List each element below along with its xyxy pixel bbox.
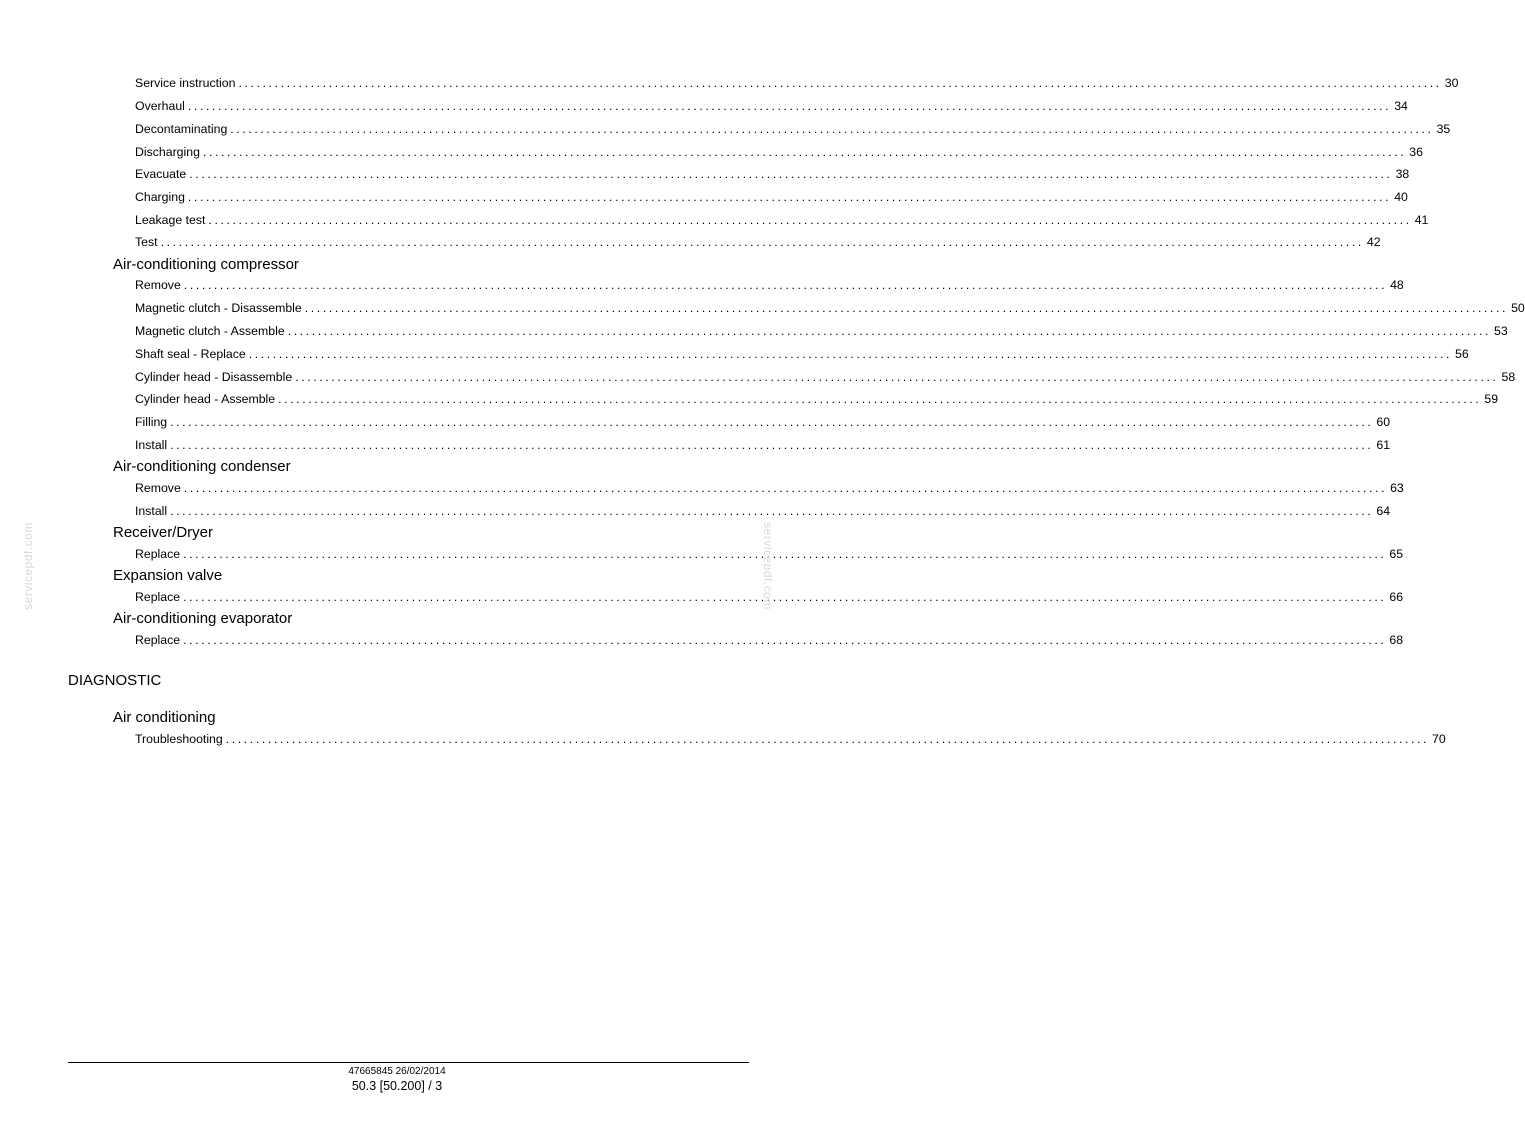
dot-leader: ........................................................................................................................................................................................................	[183, 481, 1388, 495]
toc-entry[interactable]	[135, 118, 1451, 136]
dot-leader: ........................................................................................................................................................................................................	[170, 438, 1374, 452]
dot-leader: ........................................................................................................................................................................................................	[225, 732, 1430, 746]
toc-entry-label: Replace	[135, 633, 181, 647]
dot-leader: ........................................................................................................................................................................................................	[187, 99, 1392, 113]
dot-leader: ........................................................................................................................................................................................................	[202, 145, 1407, 159]
watermark: servicepdf.com	[21, 522, 35, 610]
dot-leader: ........................................................................................................................................................................................................	[304, 301, 1509, 315]
toc-entry[interactable]	[135, 728, 1446, 746]
toc-entry[interactable]	[135, 231, 1381, 249]
toc-entry-page: 41	[1414, 213, 1429, 227]
toc-entry-page: 38	[1395, 167, 1410, 181]
toc-entry-page: 30	[1444, 76, 1459, 90]
toc-entry-page: 36	[1409, 145, 1423, 159]
toc-entry-page: 53	[1493, 324, 1508, 338]
toc-heading: Air conditioning	[113, 709, 216, 726]
toc-entry[interactable]	[135, 72, 1459, 90]
toc-entry-page: 42	[1366, 235, 1381, 249]
toc-entry[interactable]	[135, 388, 1499, 406]
toc-entry-page: 63	[1390, 481, 1404, 495]
toc-entry[interactable]	[135, 209, 1429, 227]
toc-entry-label: Troubleshooting	[135, 732, 223, 746]
dot-leader: ........................................................................................................................................................................................................	[295, 370, 1499, 384]
toc-entry[interactable]	[135, 95, 1408, 113]
toc-entry[interactable]	[135, 477, 1404, 495]
toc-entry-page: 64	[1376, 504, 1391, 518]
dot-leader: ........................................................................................................................................................................................................	[170, 504, 1374, 518]
dot-leader: ........................................................................................................................................................................................................	[170, 415, 1374, 429]
dot-leader: ........................................................................................................................................................................................................	[230, 122, 1434, 136]
section-title: DIAGNOSTIC	[68, 672, 162, 689]
toc-heading: Air-conditioning condenser	[113, 458, 291, 475]
toc-entry[interactable]	[135, 141, 1423, 159]
toc-entry-page: 65	[1389, 547, 1404, 561]
toc-entry-page: 61	[1376, 438, 1391, 452]
footer-divider	[68, 1062, 749, 1063]
toc-entry[interactable]	[135, 343, 1469, 361]
toc-entry-page: 66	[1389, 590, 1404, 604]
dot-leader: ........................................................................................................................................................................................................	[183, 547, 1387, 561]
toc-entry-label: Overhaul	[135, 99, 185, 113]
dot-leader: ........................................................................................................................................................................................................	[183, 278, 1388, 292]
toc-heading: Expansion valve	[113, 567, 223, 584]
toc-entry-page: 60	[1376, 415, 1391, 429]
toc-entry-label: Service instruction	[135, 76, 236, 90]
toc-heading: Receiver/Dryer	[113, 524, 214, 541]
toc-entry-page: 70	[1432, 732, 1446, 746]
toc-entry-page: 68	[1389, 633, 1404, 647]
dot-leader: ........................................................................................................................................................................................................	[187, 190, 1392, 204]
toc-entry-label: Shaft seal - Replace	[135, 347, 246, 361]
toc-entry-label: Discharging	[135, 145, 200, 159]
dot-leader: ........................................................................................................................................................................................................	[189, 167, 1393, 181]
toc-heading: Air-conditioning compressor	[113, 256, 299, 273]
toc-entry[interactable]	[135, 163, 1410, 181]
toc-entry-page: 48	[1390, 278, 1404, 292]
toc-entry[interactable]	[135, 411, 1391, 429]
toc-entry[interactable]	[135, 434, 1391, 452]
toc-entry-label: Evacuate	[135, 167, 187, 181]
toc-entry-label: Filling	[135, 415, 168, 429]
toc-entry[interactable]	[135, 297, 1525, 315]
toc-entry-label: Cylinder head - Assemble	[135, 392, 276, 406]
dot-leader: ........................................................................................................................................................................................................	[287, 324, 1491, 338]
toc-entry-page: 34	[1394, 99, 1408, 113]
document-reference: 47665845 26/02/2014	[348, 1066, 446, 1077]
toc-entry[interactable]	[135, 500, 1391, 518]
toc-entry-page: 56	[1455, 347, 1469, 361]
toc-heading: Air-conditioning evaporator	[113, 610, 293, 627]
toc-entry[interactable]	[135, 274, 1404, 292]
dot-leader: ........................................................................................................................................................................................................	[160, 235, 1364, 249]
dot-leader: ........................................................................................................................................................................................................	[208, 213, 1412, 227]
dot-leader: ........................................................................................................................................................................................................	[183, 590, 1387, 604]
toc-entry-label: Remove	[135, 481, 181, 495]
dot-leader: ........................................................................................................................................................................................................	[278, 392, 1482, 406]
toc-entry-page: 59	[1484, 392, 1499, 406]
toc-entry-label: Install	[135, 438, 168, 452]
toc-entry-page: 58	[1501, 370, 1516, 384]
toc-entry-label: Magnetic clutch - Assemble	[135, 324, 285, 338]
watermark: servicepdf.com	[761, 522, 775, 610]
toc-entry[interactable]	[135, 320, 1508, 338]
toc-entry-label: Leakage test	[135, 213, 206, 227]
toc-entry[interactable]	[135, 586, 1404, 604]
toc-entry-label: Test	[135, 235, 158, 249]
toc-entry-label: Install	[135, 504, 168, 518]
toc-entry-page: 40	[1394, 190, 1408, 204]
toc-entry[interactable]	[135, 366, 1516, 384]
toc-entry-label: Cylinder head - Disassemble	[135, 370, 293, 384]
toc-entry-label: Replace	[135, 547, 181, 561]
page-reference: 50.3 [50.200] / 3	[351, 1079, 443, 1093]
dot-leader: ........................................................................................................................................................................................................	[248, 347, 1453, 361]
toc-entry-label: Charging	[135, 190, 185, 204]
dot-leader: ........................................................................................................................................................................................................	[183, 633, 1387, 647]
toc-entry-label: Decontaminating	[135, 122, 228, 136]
toc-entry[interactable]	[135, 186, 1408, 204]
toc-entry-page: 35	[1436, 122, 1451, 136]
toc-entry[interactable]	[135, 629, 1404, 647]
toc-entry-page: 50	[1511, 301, 1525, 315]
toc-entry[interactable]	[135, 543, 1404, 561]
toc-entry-label: Remove	[135, 278, 181, 292]
dot-leader: ........................................................................................................................................................................................................	[238, 76, 1442, 90]
toc-entry-label: Replace	[135, 590, 181, 604]
toc-entry-label: Magnetic clutch - Disassemble	[135, 301, 302, 315]
